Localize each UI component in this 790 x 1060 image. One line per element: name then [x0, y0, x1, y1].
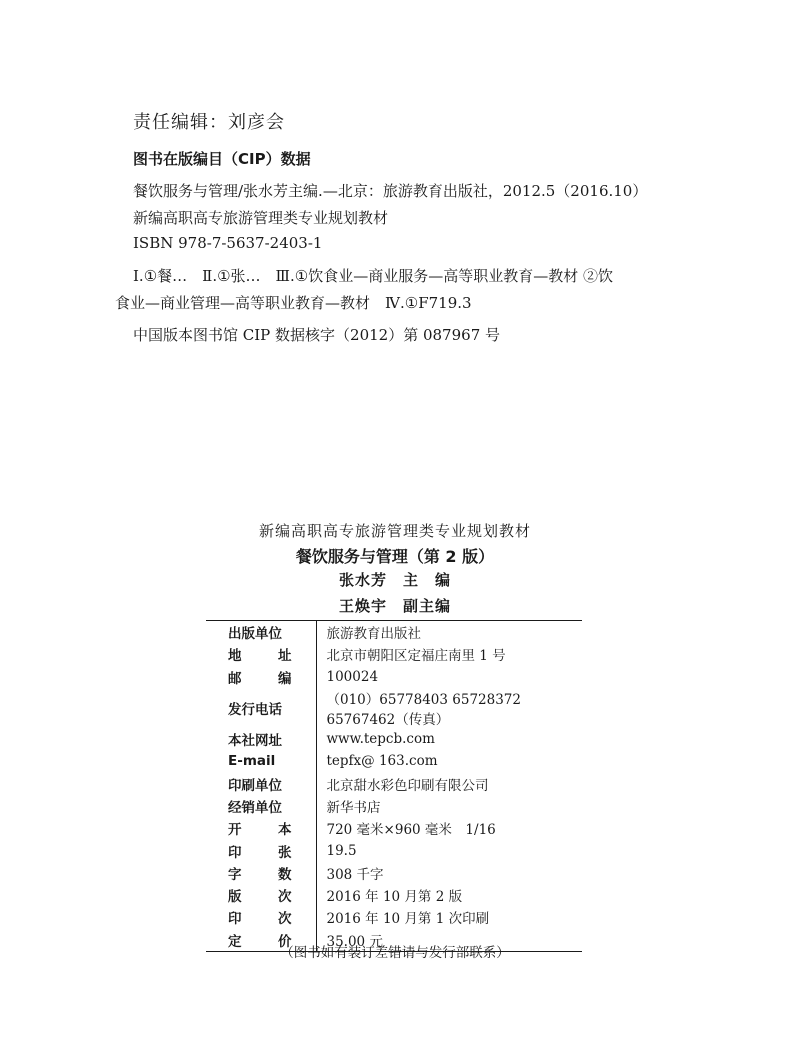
table-row [206, 884, 582, 906]
table-row [206, 772, 582, 794]
cip-line-record-number: 中国版本图书馆 CIP 数据核字（2012）第 087967 号 [133, 326, 501, 344]
row-label: 本社网址 [206, 728, 316, 750]
row-label: 开本 [206, 817, 316, 839]
row-label: 出版单位 [206, 621, 316, 644]
row-value: 720 毫米×960 毫米 1/16 [326, 822, 496, 839]
table-row [206, 643, 582, 665]
row-label: 版次 [206, 884, 316, 906]
row-value: www.tepcb.com [326, 731, 435, 748]
book-title: 餐饮服务与管理（第 2 版） [295, 547, 495, 566]
cip-line-series: 新编高职高专旅游管理类专业规划教材 [133, 209, 389, 227]
row-label: 发行电话 [206, 688, 316, 728]
row-value: 北京市朝阳区定福庄南里 1 号 [326, 648, 506, 665]
table-row [206, 688, 582, 728]
row-value: 新华书店 [326, 799, 381, 816]
table-row [206, 817, 582, 839]
row-label: 印刷单位 [206, 772, 316, 794]
row-label: 地址 [206, 643, 316, 665]
cip-line-subjects: Ⅰ.①餐… Ⅱ.①张… Ⅲ.①饮食业—商业服务—高等职业教育—教材 ②饮 [133, 267, 614, 285]
table-row [206, 666, 582, 688]
row-label: 印张 [206, 839, 316, 861]
row-value: 北京甜水彩色印刷有限公司 [326, 777, 489, 794]
row-value: tepfx@ 163.com [326, 753, 438, 770]
table-row [206, 906, 582, 928]
row-label: 定价 [206, 929, 316, 952]
row-value: 2016 年 10 月第 2 版 [326, 889, 463, 906]
row-value: 100024 [326, 668, 379, 685]
row-value: 2016 年 10 月第 1 次印刷 [326, 911, 490, 928]
table-row [206, 750, 582, 772]
deputy-editor: 王焕宇 副主编 [338, 597, 451, 615]
table-row [206, 728, 582, 750]
series-name: 新编高职高专旅游管理类专业规划教材 [258, 522, 531, 540]
table-row [206, 795, 582, 817]
cip-line-isbn: ISBN 978-7-5637-2403-1 [133, 234, 323, 252]
table-row [206, 862, 582, 884]
row-value: 35.00 元 [326, 933, 383, 950]
table-row [206, 839, 582, 861]
responsible-editor: 责任编辑：刘彦会 [133, 112, 285, 133]
row-value: 308 千字 [326, 866, 384, 883]
row-label: 经销单位 [206, 795, 316, 817]
row-value: （010）65778403 65728372 65767462（传真） [326, 691, 521, 728]
row-label: 字数 [206, 862, 316, 884]
row-label: 印次 [206, 906, 316, 928]
row-label: 邮编 [206, 666, 316, 688]
chief-editor: 张水芳 主 编 [338, 571, 451, 589]
binding-error-notice: （图书如有装订差错请与发行部联系） [280, 945, 510, 961]
row-value: 旅游教育出版社 [326, 626, 421, 643]
publication-info-table [206, 620, 582, 952]
cip-heading: 图书在版编目（CIP）数据 [133, 150, 311, 168]
row-label: E-mail [206, 750, 316, 772]
table-row [206, 621, 582, 644]
row-value: 19.5 [326, 842, 357, 859]
cip-line-title: 餐饮服务与管理/张水芳主编.—北京：旅游教育出版社，2012.5（2016.10） [133, 182, 648, 200]
cip-line-subjects-cont: 食业—商业管理—高等职业教育—教材 Ⅳ.①F719.3 [115, 294, 472, 312]
